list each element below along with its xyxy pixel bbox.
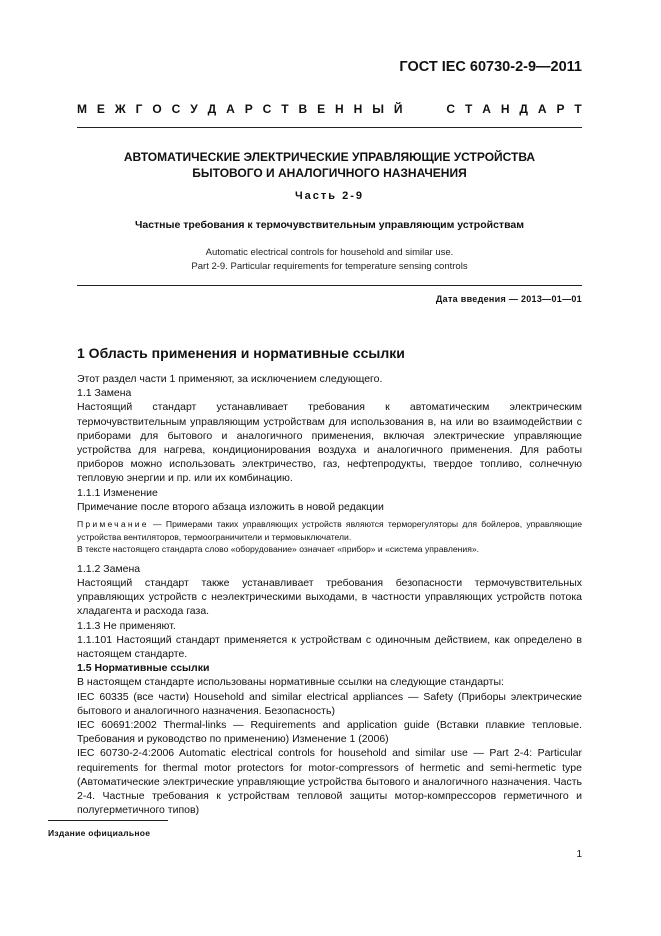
subsection-heading: 1.1 Замена <box>77 387 132 400</box>
english-title-line-2: Part 2-9. Particular requirements for temperature sensing controls <box>191 261 468 272</box>
heading-letter: Д <box>207 102 217 116</box>
top-rule <box>77 127 582 128</box>
note <box>77 518 582 543</box>
heading-letter: У <box>190 102 198 116</box>
part-label: Часть 2-9 <box>294 190 365 202</box>
heading-letter: Ж <box>114 102 126 116</box>
subsection-heading: 1.1.1 Изменение <box>77 486 158 499</box>
heading-letter: С <box>262 102 272 116</box>
middle-rule <box>77 285 582 286</box>
reference-item: IEC 60335 (все части) Household and similar electrical appliances — Safety (Приборы электрические бытового и аналогичного назначения. Безопасность) <box>77 690 582 717</box>
heading-letter: Т <box>464 102 473 116</box>
title-line-1: АВТОМАТИЧЕСКИЕ ЭЛЕКТРИЧЕСКИЕ УПРАВЛЯЮЩИЕ УСТРОЙСТВА <box>123 150 536 164</box>
page-number: 1 <box>576 849 582 860</box>
word-gap <box>412 102 436 116</box>
english-title <box>77 246 582 274</box>
heading-letter: М <box>77 102 87 116</box>
paragraph: 1.1.101 Настоящий стандарт применяется к устройствам с одиночным действием, как определено в настоящем стандарте. <box>77 633 582 661</box>
heading-letter: Г <box>135 102 143 116</box>
document-subtitle: Частные требования к термочувствительным управляющим устройствам <box>134 219 524 231</box>
reference-item: IEC 60730-2-4:2006 Automatic electrical controls for household and similar use — Part 2-4: Particular requirements for thermal motor protectors for motor-compressors of hermetic and semi-hermetic type (Автоматические электрические управляющие устройства бытового и аналогичного назначения. Часть 2-4. Частные требования к устройствам тепловой защиты мотор-компрессоров герметичного и полугерметичного типов) <box>77 747 582 817</box>
reference-item: IEC 60691:2002 Thermal-links — Requirements and application guide (Вставки плавкие тепловые. Требования и руководство по применению) Изменение 1 (2006) <box>77 719 582 746</box>
heading-letter: А <box>482 102 491 116</box>
paragraph: Настоящий стандарт также устанавливает требования безопасности термочувствительных управляющих устройств с неэлектрическими выходами, в частности управляющих устройств потока хладагента и расхода газа. <box>77 577 582 618</box>
standard-number: ГОСТ IEC 60730-2-9—2011 <box>399 59 582 75</box>
heading-letter: Н <box>500 102 510 116</box>
note-2: В тексте настоящего стандарта слово «оборудование» означает «прибор» и «система управления». <box>77 544 480 555</box>
heading-letter: Й <box>393 102 403 116</box>
heading-letter: А <box>226 102 235 116</box>
paragraph: Настоящий стандарт устанавливает требования к автоматическим электрическим термочувствительным управляющим устройствам для использования в, на или во взаимодействии с приборами для бытового и аналогичного применения, включая электрические управляющие устройства для нагрева, кондиционирования воздуха и аналогичного применения. Для работы приборов можно использовать электричество, газ, нефтепродукты, твердое топливо, солнечную тепловую энергии и пр. или их комбинацию. <box>77 401 582 485</box>
paragraph: Примечание после второго абзаца изложить в новой редакции <box>77 500 384 513</box>
section-body <box>77 372 582 817</box>
section-heading: 1 Область применения и нормативные ссылки <box>77 345 405 361</box>
heading-letter: С <box>171 102 181 116</box>
heading-letter: Р <box>244 102 253 116</box>
subsection-heading: 1.1.3 Не применяют. <box>77 619 176 632</box>
heading-letter: Д <box>519 102 528 116</box>
heading-letter: С <box>446 102 456 116</box>
document-title <box>77 149 582 181</box>
heading-letter: Ы <box>372 102 384 116</box>
footer-rule <box>48 820 168 821</box>
heading-letter: А <box>537 102 547 116</box>
subsection-heading: 1.5 Нормативные ссылки <box>77 662 210 675</box>
edition-label: Издание официальное <box>48 828 151 838</box>
note-label: Примечание <box>77 519 149 530</box>
heading-letter: Н <box>335 102 344 116</box>
interstate-standard-heading <box>77 102 582 116</box>
paragraph: В настоящем стандарте использованы нормативные ссылки на следующие стандарты: <box>77 676 504 689</box>
paragraph: Этот раздел части 1 применяют, за исключением следующего. <box>77 373 383 385</box>
introduction-date: Дата введения — 2013—01—01 <box>435 294 582 304</box>
heading-letter: В <box>298 102 308 116</box>
subsection-heading: 1.1.2 Замена <box>77 562 141 575</box>
title-line-2: БЫТОВОГО И АНАЛОГИЧНОГО НАЗНАЧЕНИЯ <box>192 166 467 180</box>
heading-letter: Р <box>556 102 565 116</box>
heading-letter: Т <box>281 102 289 116</box>
heading-letter: Е <box>96 102 105 116</box>
heading-letter: Е <box>317 102 326 116</box>
heading-letter: О <box>152 102 162 116</box>
heading-letter: Н <box>353 102 363 116</box>
english-title-line-1: Automatic electrical controls for household and similar use. <box>205 247 454 258</box>
heading-letter: Т <box>574 102 582 116</box>
note-text: — Примерами таких управляющих устройств являются терморегуляторы для бойлеров, управляющие устройства вентиляторов, термоограничители и термовыключатели. <box>77 519 582 542</box>
